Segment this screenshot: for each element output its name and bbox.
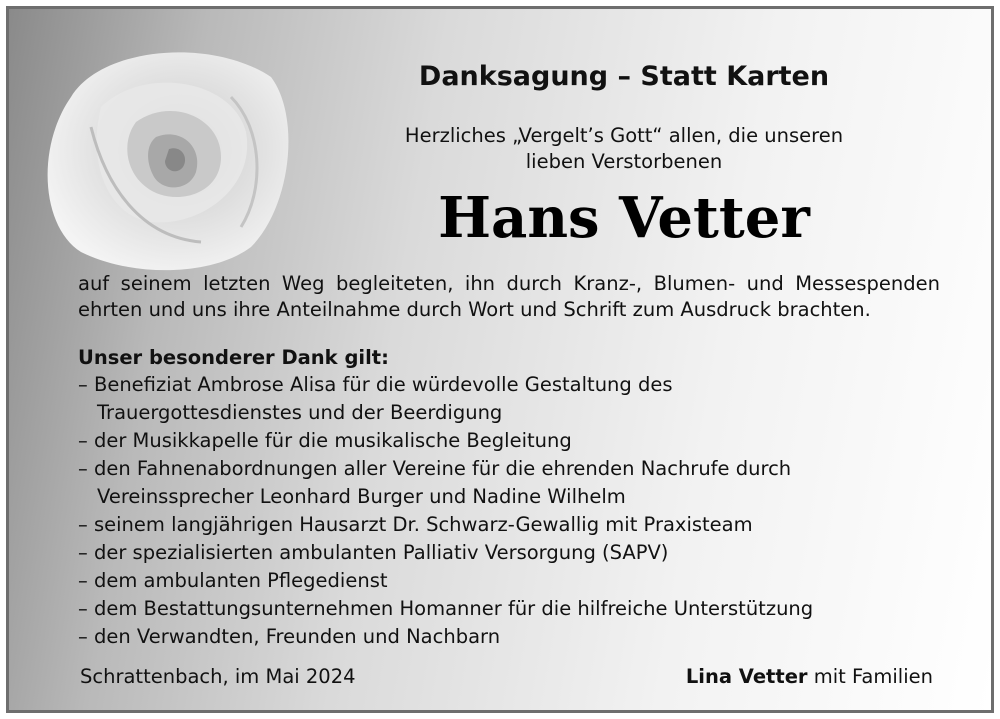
intro-text — [309, 123, 939, 175]
thanks-item — [78, 455, 948, 511]
thanks-item — [78, 371, 948, 427]
signer-suffix: mit Familien — [813, 665, 933, 688]
intro-line: lieben Verstorbenen — [525, 150, 723, 173]
thanks-item — [78, 511, 948, 539]
signature — [686, 665, 933, 688]
thanks-item — [78, 427, 948, 455]
thanks-item-line: – dem ambulanten Pflegedienst — [78, 569, 388, 592]
thanks-item-line: – seinem langjährigen Hausarzt Dr. Schwarz-Gewallig mit Praxisteam — [78, 513, 753, 536]
paragraph-line: ehrten und uns ihre Anteilnahme durch Wort und Schrift zum Ausdruck brachten. — [78, 298, 871, 321]
thanks-item — [78, 567, 948, 595]
thanks-item-line: – den Verwandten, Freunden und Nachbarn — [78, 625, 501, 648]
thanks-item-line: – der spezialisierten ambulanten Palliativ Versorgung (SAPV) — [78, 541, 669, 564]
thanks-item — [78, 595, 948, 623]
deceased-name: Hans Vetter — [438, 185, 810, 251]
thanks-item — [78, 623, 948, 651]
thanks-item-line: – der Musikkapelle für die musikalische Begleitung — [78, 429, 572, 452]
intro-line: Herzliches „Vergelt’s Gott“ allen, die unseren — [404, 124, 844, 147]
place-date: Schrattenbach, im Mai 2024 — [80, 665, 356, 688]
signer-name: Lina Vetter — [685, 665, 808, 688]
thanks-item-line: – dem Bestattungsunternehmen Homanner für die hilfreiche Unterstützung — [78, 597, 814, 620]
thanks-paragraph — [78, 271, 940, 323]
rose-image — [31, 37, 301, 277]
notice-heading: Danksagung – Statt Karten — [418, 61, 830, 92]
thanks-item-line: – Benefiziat Ambrose Alisa für die würdevolle Gestaltung des — [78, 373, 673, 396]
thanks-item-line: – den Fahnenabordnungen aller Vereine für die ehrenden Nachrufe durch — [78, 457, 792, 480]
paragraph-line: auf seinem letzten Weg begleiteten, ihn durch Kranz-, Blumen- und Messespenden — [78, 272, 940, 295]
thanks-item-line: Trauergottesdienstes und der Beerdigung — [97, 401, 503, 424]
thanks-list — [78, 371, 948, 651]
notice-frame — [6, 6, 994, 713]
thanks-heading: Unser besonderer Dank gilt: — [78, 346, 389, 369]
thanks-item-line: Vereinssprecher Leonhard Burger und Nadine Wilhelm — [97, 485, 626, 508]
thanks-item — [78, 539, 948, 567]
